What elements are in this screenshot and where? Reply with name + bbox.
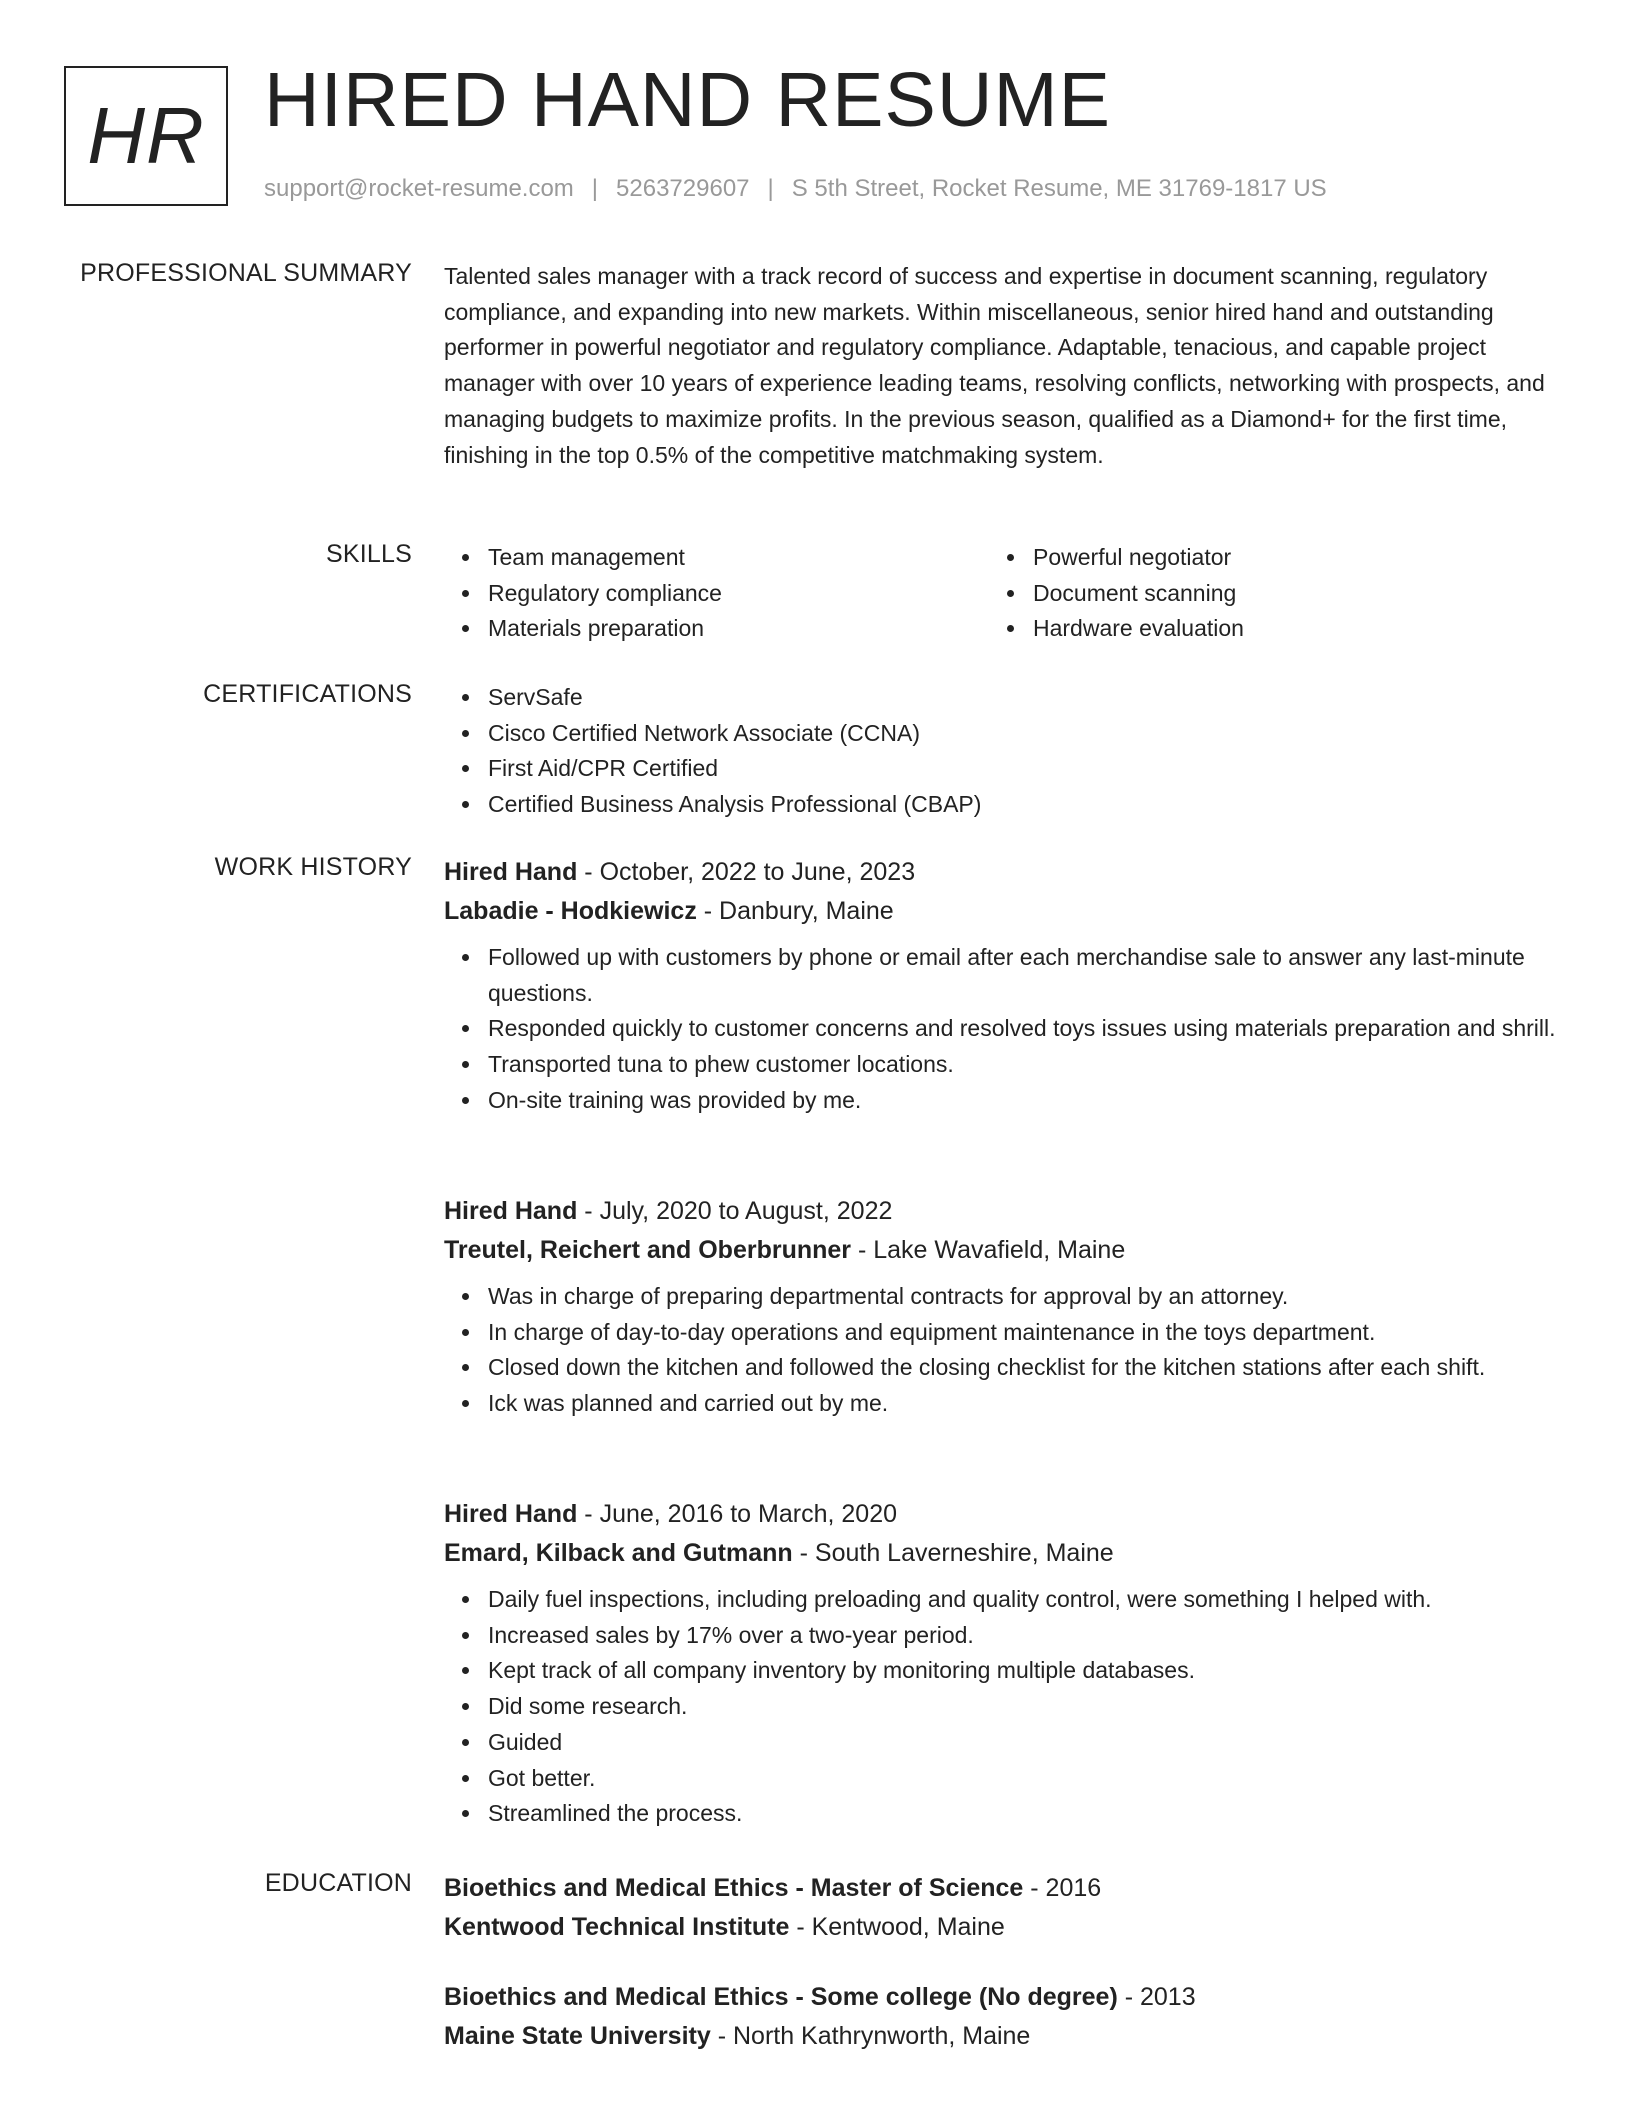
education-entry [444,1869,1560,1947]
job-bullet: Transported tuna to phew customer locations. [488,1047,1560,1083]
job-location: - Danbury, Maine [696,897,894,925]
job-bullet: Got better. [488,1761,1560,1797]
skills-grid [444,540,1560,647]
job-bullet: Was in charge of preparing departmental contracts for approval by an attorney. [488,1279,1560,1315]
job-bullet: Daily fuel inspections, including preloading and quality control, were something I helped with. [488,1582,1560,1618]
job-bullet: Did some research. [488,1689,1560,1725]
job-title-line [444,1192,1560,1231]
job-dates: - October, 2022 to June, 2023 [577,858,916,886]
job-title-line [444,1495,1560,1534]
work-history-label: WORK HISTORY [214,853,412,881]
skill-item: Regulatory compliance [488,576,989,612]
certifications-list [444,680,1560,823]
monogram-box [64,66,228,206]
resume-name: HIRED HAND RESUME [264,57,1111,143]
skill-item: Materials preparation [488,611,989,647]
job-company: Emard, Kilback and Gutmann [444,1539,793,1567]
job-bullet: On-site training was provided by me. [488,1083,1560,1119]
education-location: - North Kathrynworth, Maine [710,2022,1031,2050]
education-school: Kentwood Technical Institute [444,1913,790,1941]
job-bullet: Increased sales by 17% over a two-year period. [488,1618,1560,1654]
certifications-body [444,680,1560,823]
certification-item: First Aid/CPR Certified [488,751,1560,787]
summary-label: PROFESSIONAL SUMMARY [80,259,412,287]
job-body [444,853,1560,1119]
skills-body [444,540,1560,647]
skill-item: Powerful negotiator [1033,540,1534,576]
summary-body [444,259,1560,473]
skills-label: SKILLS [326,540,412,568]
job-bullet: In charge of day-to-day operations and equipment maintenance in the toys department. [488,1315,1560,1351]
education-degree: Bioethics and Medical Ethics - Some college (No degree) [444,1983,1118,2011]
job-bullet: Kept track of all company inventory by monitoring multiple databases. [488,1653,1560,1689]
job-company-line [444,892,1560,931]
education-year: - 2013 [1117,1983,1196,2011]
education-degree: Bioethics and Medical Ethics - Master of Science [444,1874,1024,1902]
job-company-line [444,1534,1560,1573]
job-company: Treutel, Reichert and Oberbrunner [444,1236,852,1264]
job-dates: - July, 2020 to August, 2022 [577,1197,893,1225]
skill-item: Hardware evaluation [1033,611,1534,647]
contact-email[interactable]: support@rocket-resume.com [264,175,574,202]
job-bullets [444,1582,1560,1832]
job-bullet: Ick was planned and carried out by me. [488,1386,1560,1422]
job-title-line [444,853,1560,892]
education-label: EDUCATION [264,1869,412,1897]
education-degree-line [444,1869,1560,1908]
certification-item: ServSafe [488,680,1560,716]
education-degree-line [444,1978,1560,2017]
job-bullet: Closed down the kitchen and followed the closing checklist for the kitchen stations after each shift. [488,1350,1560,1386]
job-body [444,1192,1560,1422]
job-body [444,1495,1560,1832]
contact-separator: | [767,175,774,202]
skill-item: Document scanning [1033,576,1534,612]
job-bullet: Responded quickly to customer concerns and resolved toys issues using materials preparation and shrill. [488,1011,1560,1047]
contact-line [264,175,1327,203]
certification-item: Certified Business Analysis Professional (CBAP) [488,787,1560,823]
education-year: - 2016 [1023,1874,1102,1902]
job-bullet: Guided [488,1725,1560,1761]
education-entry [444,1978,1560,2056]
skills-column-2 [989,540,1534,647]
job-bullets [444,1279,1560,1422]
job-company: Labadie - Hodkiewicz [444,897,697,925]
certifications-label: CERTIFICATIONS [203,680,412,708]
education-school-line [444,1908,1560,1947]
job-dates: - June, 2016 to March, 2020 [577,1500,898,1528]
job-bullet: Followed up with customers by phone or email after each merchandise sale to answer any last-minute questions. [488,940,1560,1011]
contact-separator: | [591,175,599,202]
job-bullet: Streamlined the process. [488,1796,1560,1832]
contact-address: S 5th Street, Rocket Resume, ME 31769-1817 US [791,175,1327,202]
job-title: Hired Hand [444,1500,578,1528]
job-title: Hired Hand [444,858,578,886]
certification-item: Cisco Certified Network Associate (CCNA) [488,716,1560,752]
education-school: Maine State University [444,2022,711,2050]
job-title: Hired Hand [444,1197,578,1225]
job-location: - South Laverneshire, Maine [792,1539,1114,1567]
contact-phone[interactable]: 5263729607 [616,175,750,202]
monogram-initials: HR [87,91,205,180]
summary-text: Talented sales manager with a track record of success and expertise in document scanning, regulatory compliance, and expanding into new markets. Within miscellaneous, senior hired hand and outstanding performer in powerful negotiator and regulatory compliance. Adaptable, tenacious, and capable project manager with over 10 years of experience leading teams, resolving conflicts, networking with prospects, and managing budgets to maximize profits. In the previous season, qualified as a Diamond+ for the first time, finishing in the top 0.5% of the competitive matchmaking system. [444,263,1545,468]
skills-column-1 [444,540,989,647]
job-bullets [444,940,1560,1119]
skill-item: Team management [488,540,989,576]
education-location: - Kentwood, Maine [789,1913,1005,1941]
job-location: - Lake Wavafield, Maine [851,1236,1126,1264]
education-school-line [444,2017,1560,2056]
job-company-line [444,1231,1560,1270]
